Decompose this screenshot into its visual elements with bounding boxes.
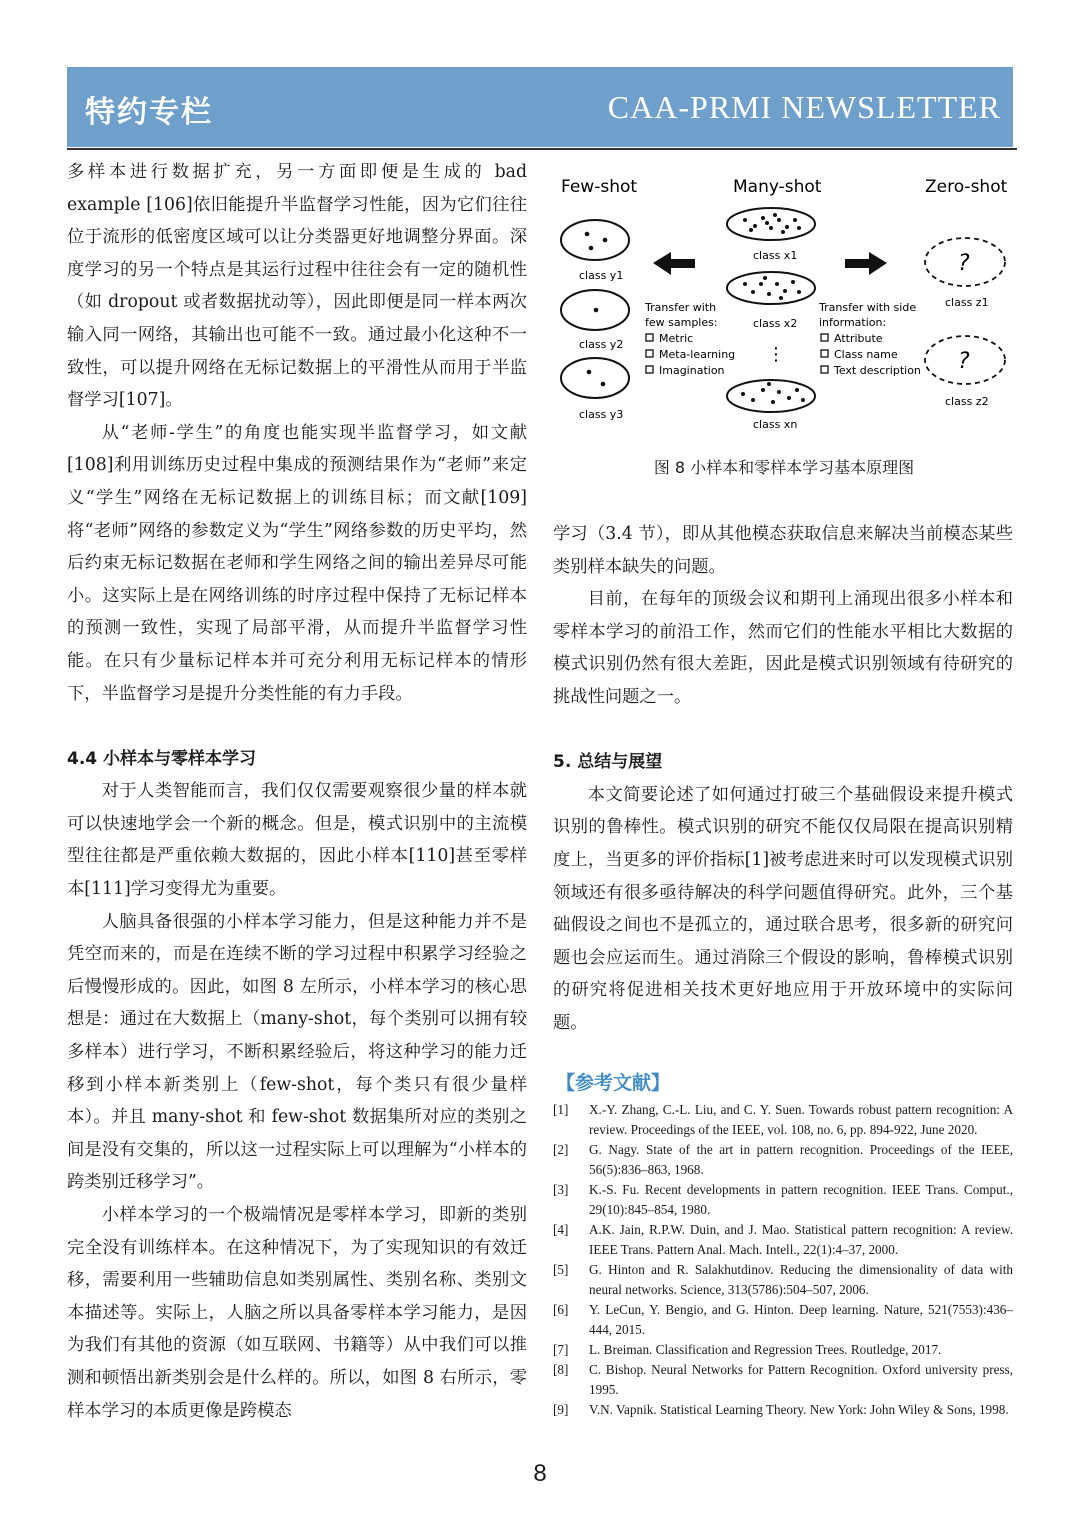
checkbox-icon (646, 366, 653, 373)
reference-item (553, 1220, 1013, 1260)
reference-item (553, 1100, 1013, 1140)
reference-number: [2] (553, 1142, 569, 1157)
header-banner (67, 67, 1013, 147)
reference-text: Y. LeCun, Y. Bengio, and G. Hinton. Deep learning. Nature, 521(7553):436–444, 2015. (589, 1302, 1013, 1337)
many-shot-label: Many-shot (733, 177, 822, 197)
reference-text: G. Nagy. State of the art in pattern recognition. Proceedings of the IEEE, 56(5):836–863, 1968. (589, 1142, 1013, 1177)
zero-shot-label: Zero-shot (925, 177, 1008, 197)
reference-number: [3] (553, 1182, 569, 1197)
question-mark: ? (958, 251, 970, 276)
question-mark: ? (958, 349, 970, 374)
reference-text: X.-Y. Zhang, C.-L. Liu, and C. Y. Suen. Towards robust pattern recognition: A review. Proceedings of the IEEE, vol. 108, no. 6, pp. 894-922, June 2020. (589, 1102, 1013, 1137)
checkbox-icon (646, 334, 653, 341)
many-shot-ellipse (727, 272, 815, 304)
reference-text: K.-S. Fu. Recent developments in pattern recognition. IEEE Trans. Comput., 29(10):845–854, 1980. (589, 1182, 1013, 1217)
paragraph: 对于人类智能而言，我们仅仅需要观察很少量的样本就可以快速地学会一个新的概念。但是，模式识别中的主流模型往往都是严重依赖大数据的，因此小样本[110]甚至零样本[111]学习变得尤为重要。 (67, 781, 527, 900)
paragraph: 目前，在每年的顶级会议和期刊上涌现出很多小样本和零样本学习的前沿工作，然而它们的性能水平相比大数据的模式识别仍然有很大差距，因此是模式识别领域有待研究的挑战性问题之一。 (553, 589, 1013, 707)
few-shot-ellipse (561, 358, 629, 398)
option-imagination: Imagination (659, 364, 725, 377)
reference-number: [4] (553, 1222, 569, 1237)
transfer-side-text: Transfer with side (819, 301, 917, 314)
section-title: 5. 总结与展望 (553, 752, 663, 773)
checkbox-icon (646, 350, 653, 357)
figure-caption: 图 8 小样本和零样本学习基本原理图 (653, 458, 915, 477)
class-y1-label: class y1 (579, 269, 624, 282)
reference-item (553, 1340, 1013, 1360)
checkbox-icon (821, 366, 828, 373)
class-x2-label: class x2 (753, 317, 798, 330)
right-column (553, 518, 1013, 1040)
reference-number: [7] (553, 1342, 569, 1357)
option-metric: Metric (659, 332, 694, 345)
option-attribute: Attribute (834, 332, 883, 345)
class-z1-label: class z1 (945, 296, 989, 309)
transfer-side-text: information: (819, 316, 887, 329)
transfer-few-text: Transfer with (645, 301, 717, 314)
reference-number: [9] (553, 1402, 569, 1417)
paragraph: 小样本学习的一个极端情况是零样本学习，即新的类别完全没有训练样本。在这种情况下，为了实现知识的有效迁移，需要利用一些辅助信息如类别属性、类别名称、类别文本描述等。实际上，人脑之所以具备零样本学习能力，是因为我们有其他的资源（如互联网、书籍等）从中我们可以推测和顿悟出新类别会是什么样的。所以，如图 8 右所示，零样本学习的本质更像是跨模态 (67, 1205, 527, 1421)
few-shot-label: Few-shot (561, 177, 638, 197)
reference-item (553, 1360, 1013, 1400)
class-y3-label: class y3 (579, 408, 624, 421)
checkbox-icon (821, 350, 828, 357)
reference-text: V.N. Vapnik. Statistical Learning Theory. New York: John Wiley & Sons, 1998. (589, 1402, 1009, 1417)
reference-text: A.K. Jain, R.P.W. Duin, and J. Mao. Statistical pattern recognition: A review. IEEE Trans. Pattern Anal. Mach. Intell., 22(1):4–37, 2000. (589, 1222, 1013, 1257)
section-title: 4.4 小样本与零样本学习 (67, 748, 257, 769)
many-shot-ellipse (727, 380, 815, 412)
few-shot-ellipse (561, 220, 629, 260)
column-title: 特约专栏 (85, 95, 213, 130)
page-number: 8 (533, 1460, 547, 1487)
reference-text: L. Breiman. Classification and Regression Trees. Routledge, 2017. (589, 1342, 942, 1357)
class-xn-label: class xn (753, 418, 798, 431)
figure-8 (553, 160, 1015, 440)
paragraph: 人脑具备很强的小样本学习能力，但是这种能力并不是凭空而来的，而是在连续不断的学习过程中积累学习经验之后慢慢形成的。因此，如图 8 左所示，小样本学习的核心思想是：通过在大数据上（many-shot，每个类别可以拥有较多样本）进行学习，不断积累经验后，将这种学习的能力迁移到小样本新类别上（few-shot，每个类只有很少量样本）。并且 many-shot 和 few-shot 数据集所对应的类别之间是没有交集的，所以这一过程实际上可以理解为“小样本的跨类别迁移学习”。 (67, 911, 527, 1193)
reference-item (553, 1260, 1013, 1300)
arrow-left-icon (653, 252, 695, 275)
paragraph: 多样本进行数据扩充，另一方面即便是生成的 bad example [106]依旧能提升半监督学习性能，因为它们往往位于流形的低密度区域可以让分类器更好地调整分界面。深度学习的另一个特点是其运行过程中往往会有一定的随机性（如 dropout 或者数据扰动等），因此即便是同一样本两次输入同一网络，其输出也可能不一致。通过最小化这种不一致性，可以提升网络在无标记数据上的平滑性从而用于半监督学习[107]。 (67, 162, 527, 411)
reference-item (553, 1300, 1013, 1340)
option-class-name: Class name (834, 348, 898, 361)
reference-item (553, 1140, 1013, 1180)
class-x1-label: class x1 (753, 249, 798, 262)
paragraph: 学习（3.4 节），即从其他模态获取信息来解决当前模态某些类别样本缺失的问题。 (553, 524, 1013, 577)
option-text-description: Text description (834, 364, 921, 377)
paragraph: 本文简要论述了如何通过打破三个基础假设来提升模式识别的鲁棒性。模式识别的研究不能仅仅局限在提高识别精度上，当更多的评价指标[1]被考虑进来时可以发现模式识别领域还有很多亟待解决的科学问题值得研究。此外，三个基础假设之间也不是孤立的，通过联合思考，很多新的研究问题也会应运而生。通过消除三个假设的影响，鲁棒模式识别的研究将促进相关技术更好地应用于开放环境中的实际问题。 (553, 784, 1013, 1033)
option-meta-learning: Meta-learning (659, 348, 736, 361)
vertical-dots: ⋮ (767, 344, 785, 365)
references-list (553, 1100, 1013, 1420)
left-column (67, 156, 527, 1427)
paragraph: 从“老师-学生”的角度也能实现半监督学习，如文献[108]利用训练历史过程中集成的预测结果作为“老师”来定义“学生”网络在无标记数据上的训练目标；而文献[109]将“老师”网络的参数定义为“学生”网络参数的历史平均，然后约束无标记数据在老师和学生网络之间的输出差异尽可能小。这实际上是在网络训练的时序过程中保持了无标记样本的预测一致性，实现了局部平滑，从而提升半监督学习性能。在只有少量标记样本并可充分利用无标记样本的情形下，半监督学习是提升分类性能的有力手段。 (67, 422, 527, 704)
reference-text: G. Hinton and R. Salakhutdinov. Reducing the dimensionality of data with neural networks. Science, 313(5786):504–507, 2006. (589, 1262, 1013, 1297)
class-y2-label: class y2 (579, 338, 624, 351)
header-divider (67, 148, 1017, 150)
reference-item (553, 1400, 1013, 1420)
reference-number: [1] (553, 1102, 569, 1117)
class-z2-label: class z2 (945, 395, 989, 408)
reference-text: C. Bishop. Neural Networks for Pattern Recognition. Oxford university press, 1995. (589, 1362, 1013, 1397)
reference-item (553, 1180, 1013, 1220)
arrow-right-icon (845, 252, 887, 275)
newsletter-title: CAA-PRMI NEWSLETTER (607, 89, 1001, 125)
references-title: 【参考文献】 (556, 1072, 671, 1094)
checkbox-icon (821, 334, 828, 341)
reference-number: [5] (553, 1262, 569, 1277)
reference-number: [6] (553, 1302, 569, 1317)
transfer-few-text: few samples: (645, 316, 718, 329)
reference-number: [8] (553, 1362, 569, 1377)
many-shot-ellipse (727, 208, 815, 240)
